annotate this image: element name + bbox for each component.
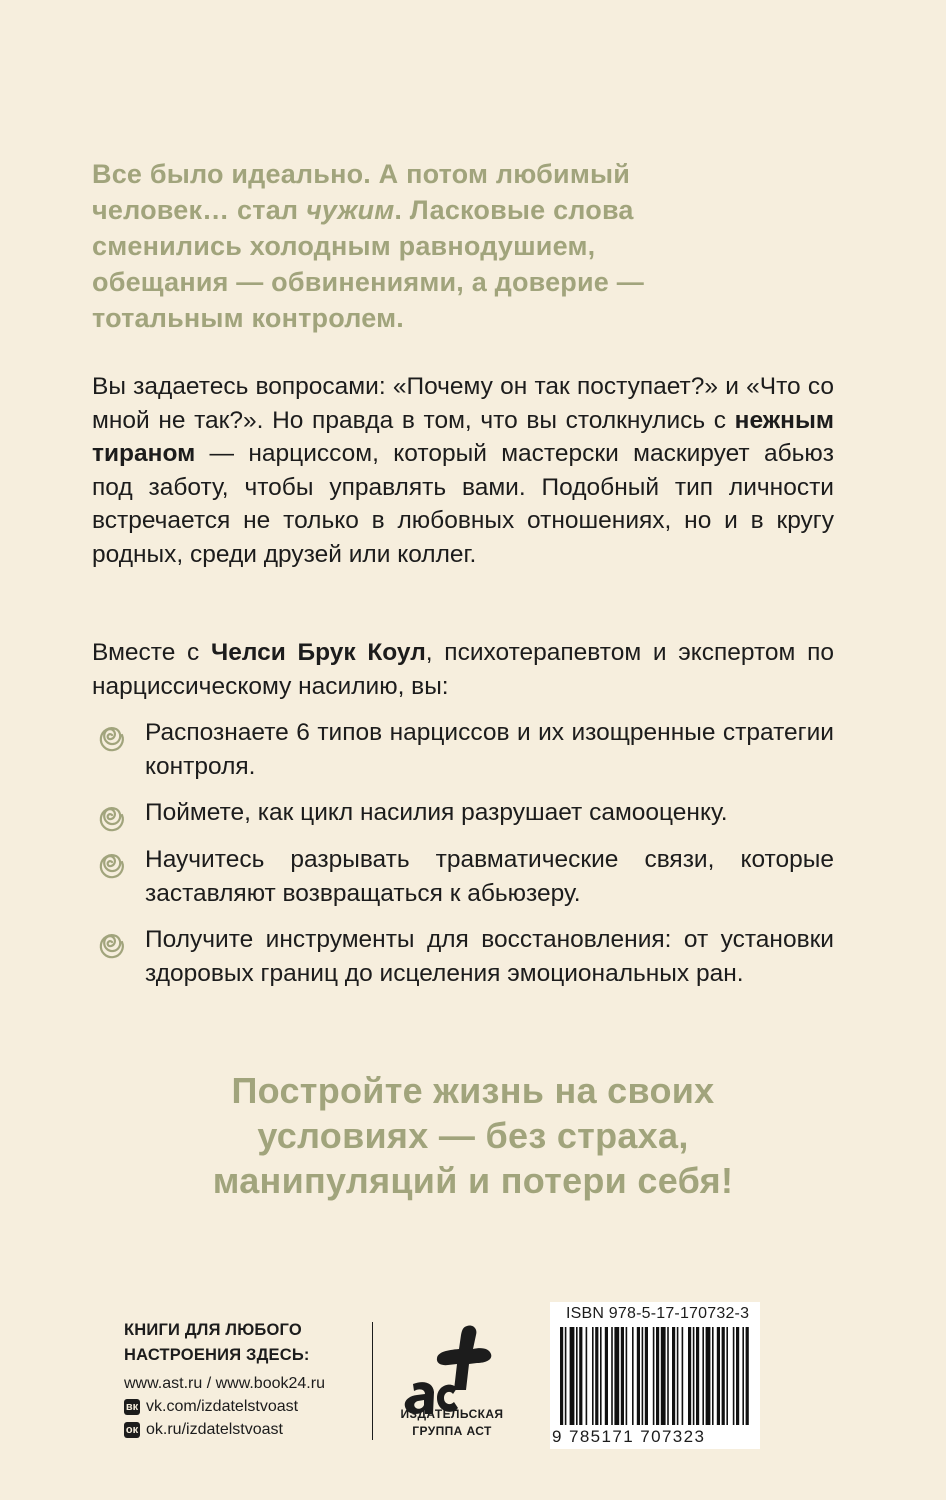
- spiral-bullet-icon: [92, 798, 128, 834]
- footer-vk-text: vk.com/izdatelstvoast: [146, 1398, 299, 1415]
- publisher-caption: [382, 1406, 522, 1440]
- footer-divider: [372, 1322, 373, 1440]
- paragraph-questions: [92, 370, 834, 571]
- bullet-item: [92, 716, 834, 783]
- footer-sites[interactable]: [124, 1372, 325, 1395]
- footer-title-line-2: НАСТРОЕНИЯ ЗДЕСЬ:: [124, 1346, 310, 1364]
- barcode-bars: [560, 1327, 752, 1425]
- footer-sites-text: www.ast.ru / www.book24.ru: [124, 1375, 325, 1392]
- para1-part2: — нарциссом, который мастерски маскирует абьюз под заботу, чтобы управлять вами. Подобный тип личности встречается не только в любовных отношениях, но и в кругу родных, среди друзей или коллег.: [92, 440, 834, 568]
- para2-part1: Вместе с: [92, 639, 212, 666]
- footer-title-line-1: КНИГИ ДЛЯ ЛЮБОГО: [124, 1321, 302, 1339]
- bullet-item: [92, 796, 834, 830]
- para2-part2: , психотерапевтом и экспертом по нарциссическому насилию, вы:: [92, 639, 834, 700]
- intro-text: [92, 156, 732, 336]
- bullet-item: [92, 923, 834, 990]
- spiral-bullet-icon: [92, 845, 128, 881]
- footer-ok-text: ok.ru/izdatelstvoast: [146, 1421, 283, 1438]
- footer-vk[interactable]: [124, 1395, 325, 1418]
- bullet-text: Получите инструменты для восстановления: от установки здоровых границ до исцеления эмоциональных ран.: [145, 926, 834, 987]
- cta-line-3: манипуляций и потери себя!: [212, 1160, 734, 1201]
- bullet-text: Поймете, как цикл насилия разрушает самооценку.: [145, 799, 728, 826]
- footer-links: [124, 1318, 325, 1441]
- publisher-caption-line-1: ИЗДАТЕЛЬСКАЯ: [400, 1407, 504, 1421]
- footer-ok[interactable]: [124, 1418, 325, 1441]
- bullet-text: Научитесь разрывать травматические связи, которые заставляют возвращаться к абьюзеру.: [145, 846, 834, 907]
- isbn-barcode: [550, 1302, 760, 1449]
- paragraph-author: [92, 636, 834, 703]
- barcode-digits: 9 785171 707323: [552, 1427, 706, 1446]
- spiral-bullet-icon: [92, 718, 128, 754]
- ok-icon: ок: [125, 1423, 139, 1436]
- cta-line-1: Постройте жизнь на своих: [231, 1070, 715, 1111]
- bullet-item: [92, 843, 834, 910]
- para1-part1: Вы задаетесь вопросами: «Почему он так поступает?» и «Что со мной не так?». Но правда в том, что вы столкнулись с: [92, 373, 834, 434]
- para2-author-name: Челси Брук Коул: [211, 639, 426, 666]
- para1-bold: нежным тираном: [92, 406, 834, 467]
- spiral-bullet-icon: [92, 925, 128, 961]
- isbn-label: ISBN 978-5-17-170732-3: [566, 1305, 750, 1322]
- vk-icon: вк: [125, 1400, 139, 1413]
- intro-part1: Все было идеально. А потом любимый человек… стал: [92, 159, 631, 225]
- call-to-action: [0, 1068, 946, 1203]
- cta-line-2: условиях — без страха,: [257, 1115, 689, 1156]
- intro-italic: чужим: [305, 195, 395, 225]
- bullet-text: Распознаете 6 типов нарциссов и их изощренные стратегии контроля.: [145, 719, 834, 780]
- intro-part2: . Ласковые слова сменились холодным равнодушием, обещания — обвинениями, а доверие — тотальным контролем.: [92, 195, 644, 333]
- publisher-caption-line-2: ГРУППА АСТ: [412, 1424, 492, 1438]
